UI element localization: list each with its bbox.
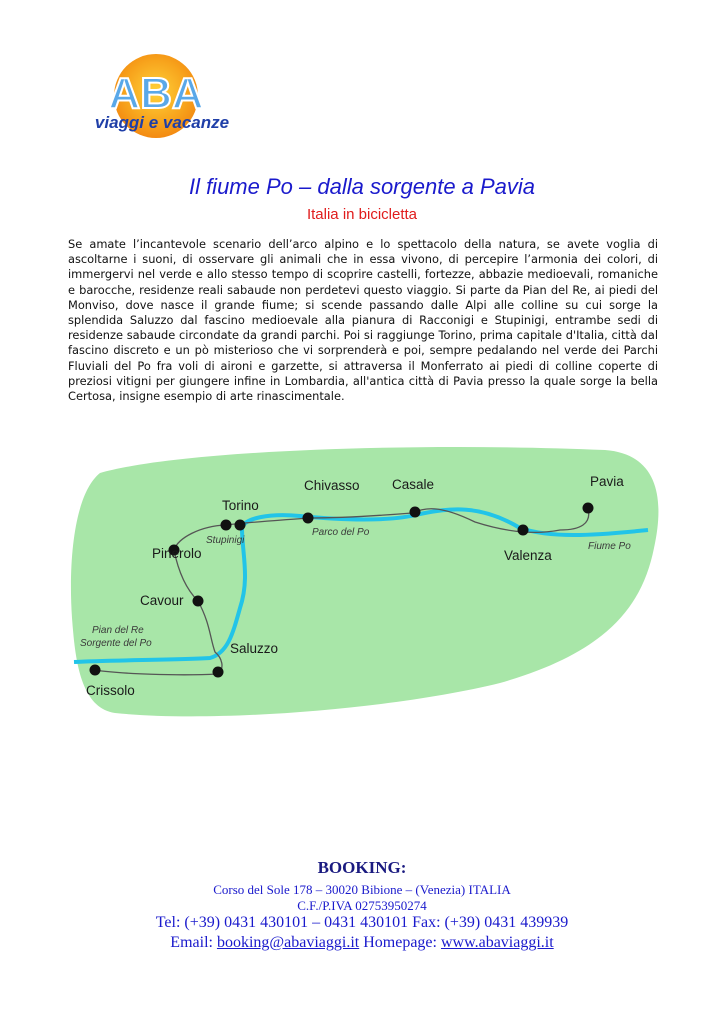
town-label-saluzzo: Saluzzo: [230, 641, 279, 656]
logo-mark: ABA: [108, 69, 204, 118]
place-label-sorgente-del-po: Sorgente del Po: [80, 638, 152, 649]
town-dot-pavia: [583, 503, 594, 514]
booking-heading: BOOKING:: [317, 858, 407, 877]
place-label-parco-del-po: Parco del Po: [312, 527, 370, 538]
contact-phone-fax: Tel: (+39) 0431 430101 – 0431 430101 Fax: (+39) 0431 439939: [155, 914, 569, 931]
town-dot-torino: [221, 520, 232, 531]
town-dot-crissolo: [90, 665, 101, 676]
town-label-valenza: Valenza: [504, 548, 552, 563]
homepage-label: Homepage:: [363, 934, 437, 951]
town-dot-cavour: [193, 596, 204, 607]
company-address: Corso del Sole 178 – 30020 Bibione – (Venezia) ITALIA: [213, 882, 511, 897]
town-label-cavour: Cavour: [140, 593, 184, 608]
aba-logo: [78, 50, 248, 150]
page-subtitle: Italia in bicicletta: [306, 206, 418, 223]
town-label-torino: Torino: [222, 498, 259, 513]
town-dot-casale: [410, 507, 421, 518]
town-label-casale: Casale: [392, 477, 435, 492]
place-label-pian-del-re: Pian del Re: [92, 625, 144, 636]
town-dot-saluzzo: [213, 667, 224, 678]
town-label-crissolo: Crissolo: [86, 683, 135, 698]
homepage-link[interactable]: www.abaviaggi.it: [440, 934, 554, 951]
place-label-fiume-po: Fiume Po: [588, 541, 631, 552]
town-label-pavia: Pavia: [590, 474, 624, 489]
description-text: Se amate l’incantevole scenario dell’arco alpino e lo spettacolo della natura, se avete voglia di ascoltarne i suoni, di osservare gli animali che in essa vivono, di percepire l’armonia dei colori, di immergervi nel verde e allo stesso tempo di scoprire castelli, fortezze, abbazie medioevali, romaniche e barocche, residenze reali sabaude non perdetevi questo viaggio. Si parte da Pian del Re, ai piedi del Monviso, dove nasce il grande fiume; si scende passando dalle Alpi alle colline su cui sorge la splendida Saluzzo dal fascino medioevale alla pianura di Racconigi e Stupinigi, entrambe sedi di residenze sabaude circondate da grandi parchi. Poi si raggiunge Torino, prima capitale d'Italia, città dal fascino discreto e un pò misterioso che vi sorprenderà e poi, sempre pedalando nel verde dei Parchi Fluviali del Po fra voli di aironi e garzette, si attraversa il Monferrato ai piedi di colline coperte di preziosi vitigni per giungere infine in Lombardia, all'antica città di Pavia presso la quale sorge la bella Certosa, insigne esempio di arte rinascimentale.: [68, 237, 658, 404]
company-vat: C.F./P.IVA 02753950274: [297, 898, 427, 913]
town-dot-torino-2: [235, 520, 246, 531]
place-label-stupinigi: Stupinigi: [206, 535, 245, 546]
route-map: [60, 438, 660, 728]
email-label: Email:: [170, 934, 213, 951]
logo-tagline: viaggi e vacanze: [94, 113, 230, 132]
email-link[interactable]: booking@abaviaggi.it: [216, 934, 360, 951]
town-dot-valenza: [518, 525, 529, 536]
town-dot-chivasso: [303, 513, 314, 524]
page-title: Il fiume Po – dalla sorgente a Pavia: [188, 174, 536, 199]
map-land: [71, 447, 658, 716]
contact-links: [0, 934, 724, 952]
town-label-pinerolo: Pinerolo: [152, 546, 202, 561]
town-label-chivasso: Chivasso: [304, 478, 360, 493]
